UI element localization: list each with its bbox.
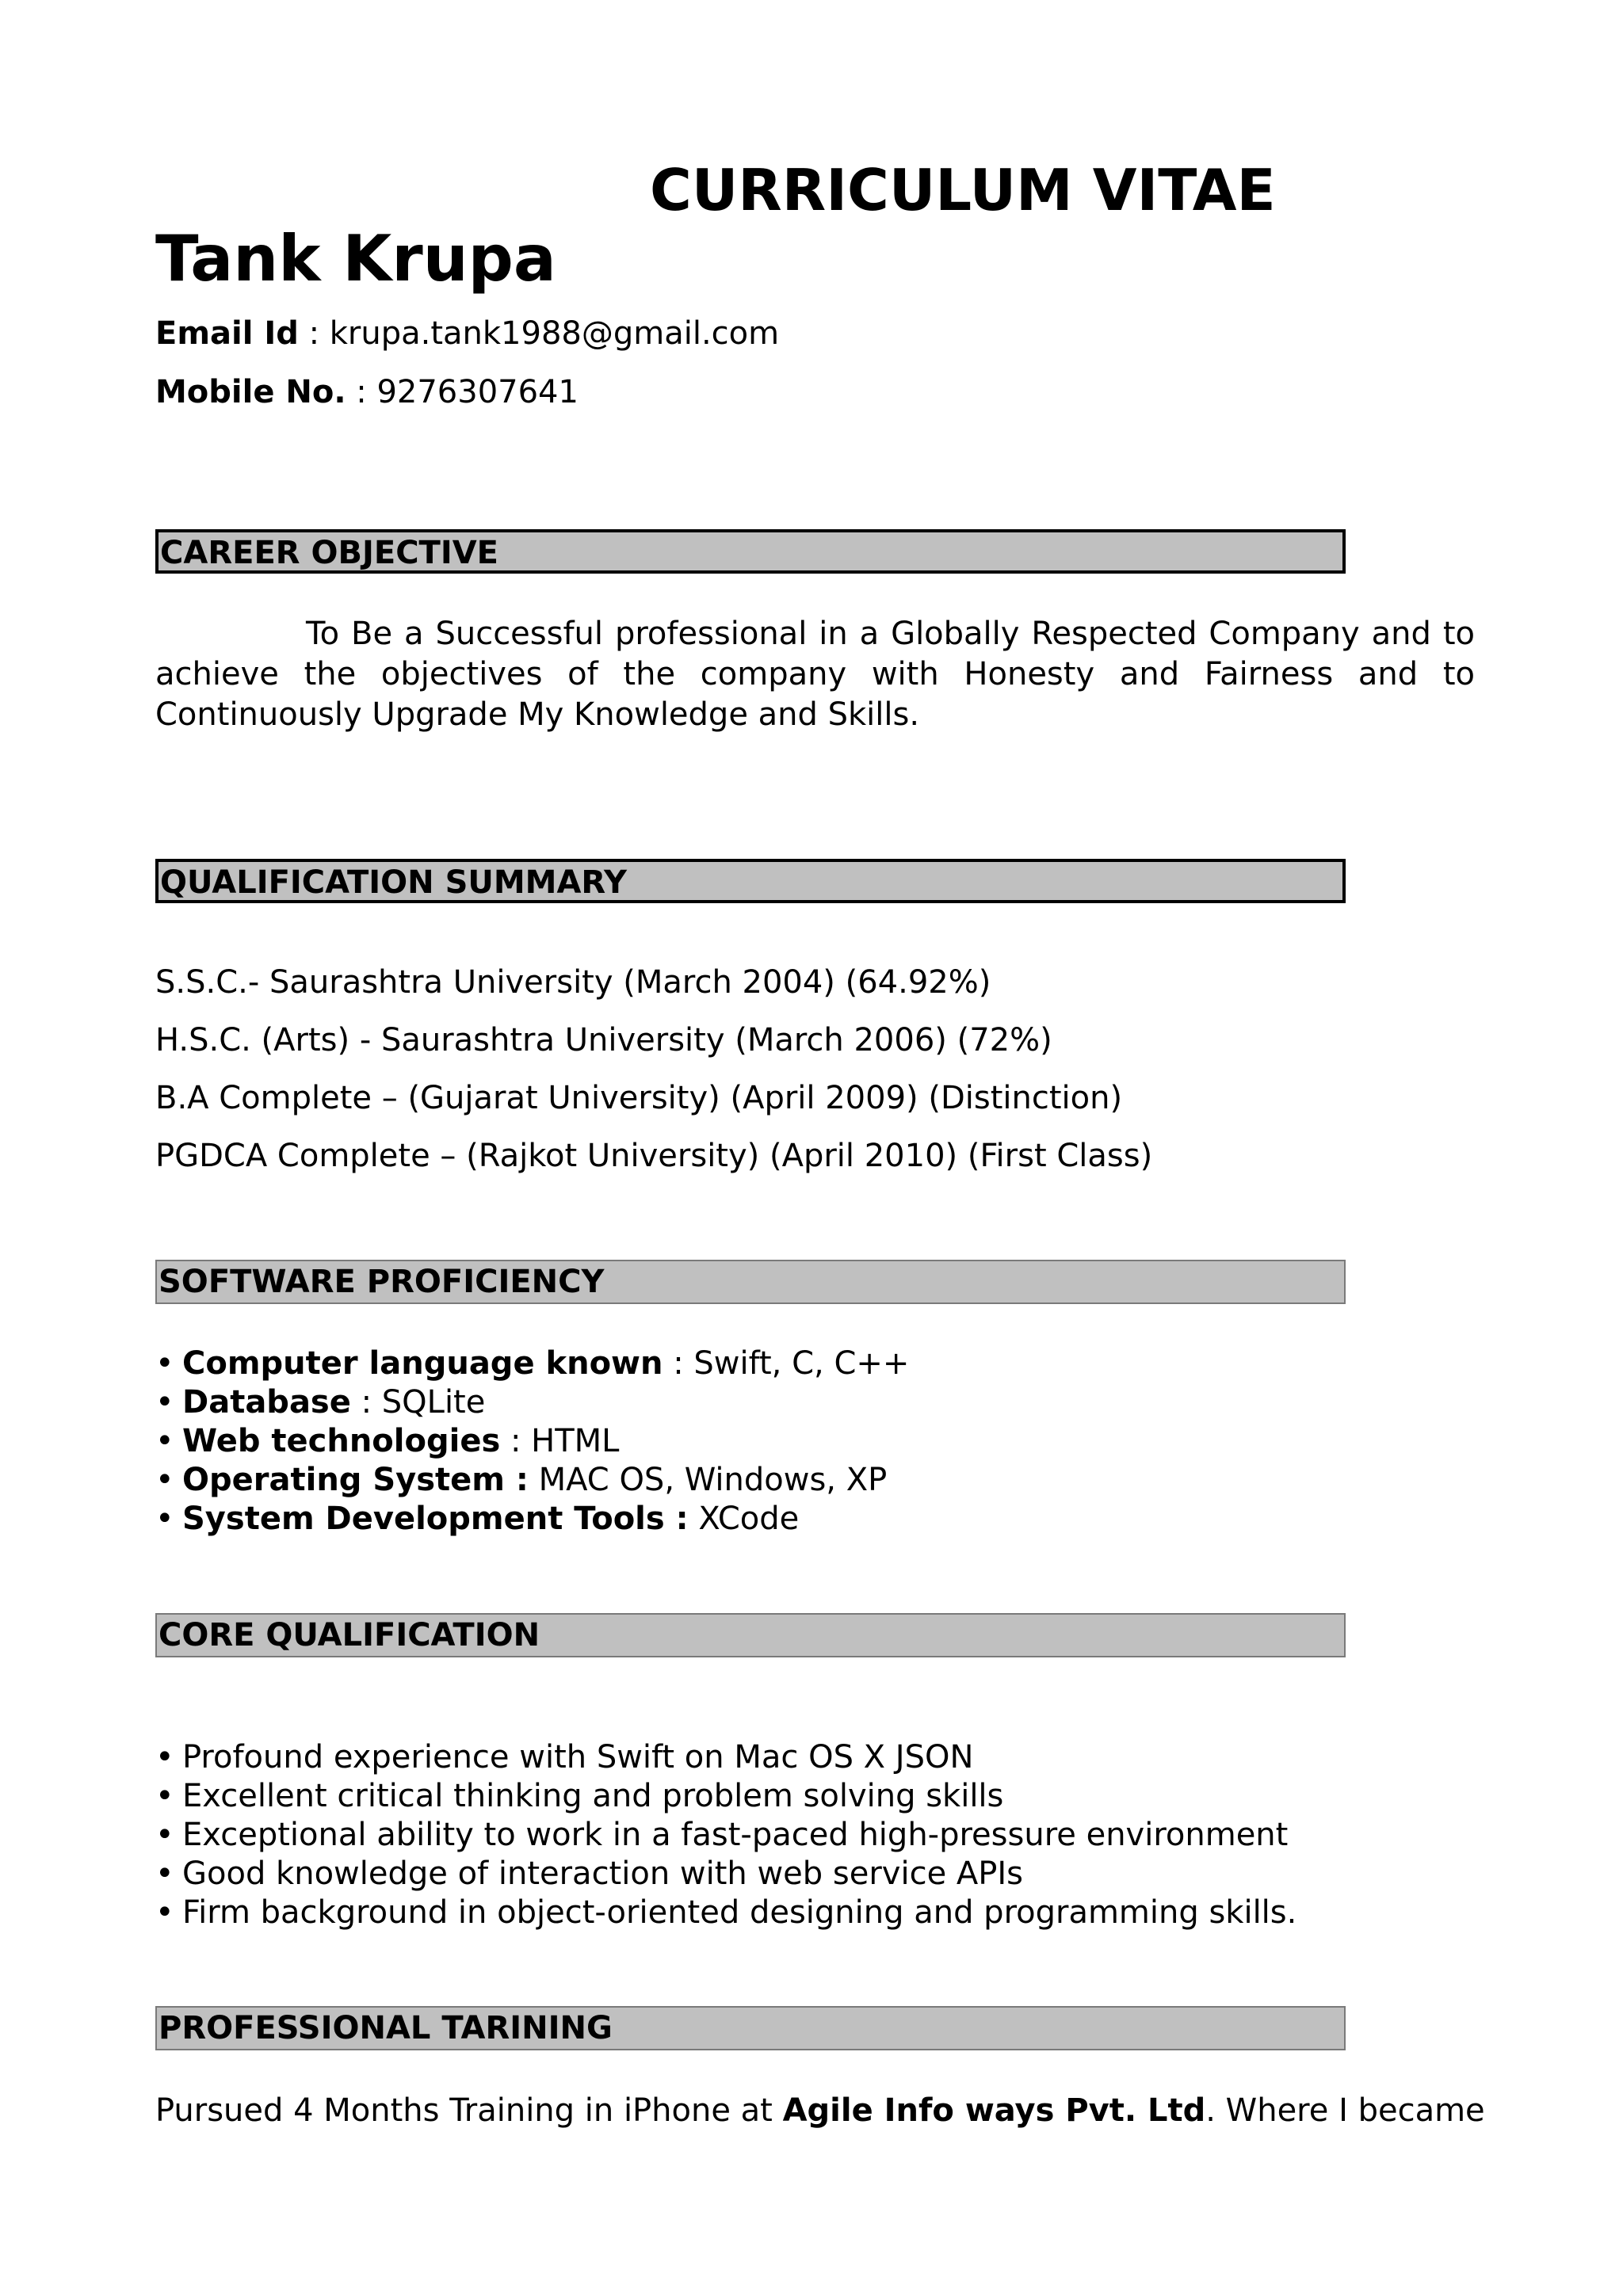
item-value: HTML <box>531 1423 620 1459</box>
item-label: Computer language known <box>182 1345 663 1382</box>
qualification-item: B.A Complete – (Gujarat University) (April 2009) (Distinction) <box>155 1080 1123 1116</box>
item-label: Operating System : <box>182 1462 529 1498</box>
list-item <box>155 1777 1296 1816</box>
career-objective-heading: CAREER OBJECTIVE <box>160 535 498 571</box>
item-separator <box>529 1462 539 1498</box>
bullet: • <box>155 1894 174 1931</box>
item-label: System Development Tools : <box>182 1501 689 1537</box>
list-item <box>155 1855 1296 1894</box>
training-text-before: Pursued 4 Months Training in iPhone at <box>155 2092 783 2129</box>
item-separator <box>689 1501 699 1537</box>
item-text: Profound experience with Swift on Mac OS X JSON <box>182 1739 974 1775</box>
item-text: Exceptional ability to work in a fast-paced high-pressure environment <box>182 1817 1289 1853</box>
career-objective-header <box>155 529 1346 574</box>
item-separator: : <box>500 1423 532 1459</box>
qualification-item: H.S.C. (Arts) - Saurashtra University (March 2006) (72%) <box>155 1022 1052 1058</box>
list-item <box>155 1816 1296 1855</box>
email-label: Email Id <box>155 315 299 352</box>
qualification-summary-header <box>155 859 1346 903</box>
qualification-item: PGDCA Complete – (Rajkot University) (April 2010) (First Class) <box>155 1138 1153 1174</box>
item-value: MAC OS, Windows, XP <box>538 1462 888 1498</box>
core-qualification-header <box>155 1613 1346 1657</box>
item-value: Swift, C, C++ <box>693 1345 910 1382</box>
item-text: Firm background in object-oriented designing and programming skills. <box>182 1894 1297 1931</box>
software-proficiency-heading: SOFTWARE PROFICIENCY <box>158 1264 605 1300</box>
list-item <box>155 1894 1296 1932</box>
item-value: SQLite <box>381 1384 486 1421</box>
qualification-summary-heading: QUALIFICATION SUMMARY <box>160 864 628 901</box>
bullet: • <box>155 1855 174 1892</box>
candidate-name: Tank Krupa <box>155 222 556 296</box>
bullet: • <box>155 1817 174 1853</box>
list-item <box>155 1500 909 1539</box>
qualification-item: S.S.C.- Saurashtra University (March 2004) (64.92%) <box>155 964 991 1001</box>
item-label: Web technologies <box>182 1423 501 1459</box>
software-proficiency-list <box>155 1344 909 1539</box>
document-title: CURRICULUM VITAE <box>650 157 1276 223</box>
core-qualification-heading: CORE QUALIFICATION <box>158 1617 540 1653</box>
professional-training-text <box>155 2091 1485 2130</box>
list-item <box>155 1461 909 1500</box>
mobile-value: 9276307641 <box>376 374 579 410</box>
email-line <box>155 314 779 353</box>
list-item <box>155 1422 909 1461</box>
item-text: Excellent critical thinking and problem solving skills <box>182 1778 1004 1814</box>
mobile-label: Mobile No. <box>155 374 346 410</box>
bullet: • <box>155 1384 174 1421</box>
list-item <box>155 1344 909 1383</box>
list-item <box>155 1383 909 1422</box>
bullet: • <box>155 1739 174 1775</box>
email-value: krupa.tank1988@gmail.com <box>329 315 780 352</box>
training-company: Agile Info ways Pvt. Ltd <box>782 2092 1206 2129</box>
item-value: XCode <box>698 1501 800 1537</box>
item-text: Good knowledge of interaction with web service APIs <box>182 1855 1024 1892</box>
core-qualification-list <box>155 1738 1296 1932</box>
item-label: Database <box>182 1384 351 1421</box>
bullet: • <box>155 1423 174 1459</box>
mobile-line <box>155 372 579 412</box>
bullet: • <box>155 1345 174 1382</box>
list-item <box>155 1738 1296 1777</box>
email-separator: : <box>298 315 330 352</box>
item-separator: : <box>350 1384 382 1421</box>
item-separator: : <box>663 1345 694 1382</box>
professional-training-header <box>155 2006 1346 2050</box>
mobile-separator: : <box>346 374 377 410</box>
career-objective-text: To Be a Successful professional in a Globally Respected Company and to achieve the objectives of the company with Honesty and Fairness and to Continuously Upgrade My Knowledge and Skills. <box>155 616 1475 733</box>
training-text-after: . Where I became <box>1205 2092 1485 2129</box>
software-proficiency-header <box>155 1260 1346 1304</box>
professional-training-heading: PROFESSIONAL TARINING <box>158 2010 613 2046</box>
bullet: • <box>155 1778 174 1814</box>
bullet: • <box>155 1501 174 1537</box>
bullet: • <box>155 1462 174 1498</box>
